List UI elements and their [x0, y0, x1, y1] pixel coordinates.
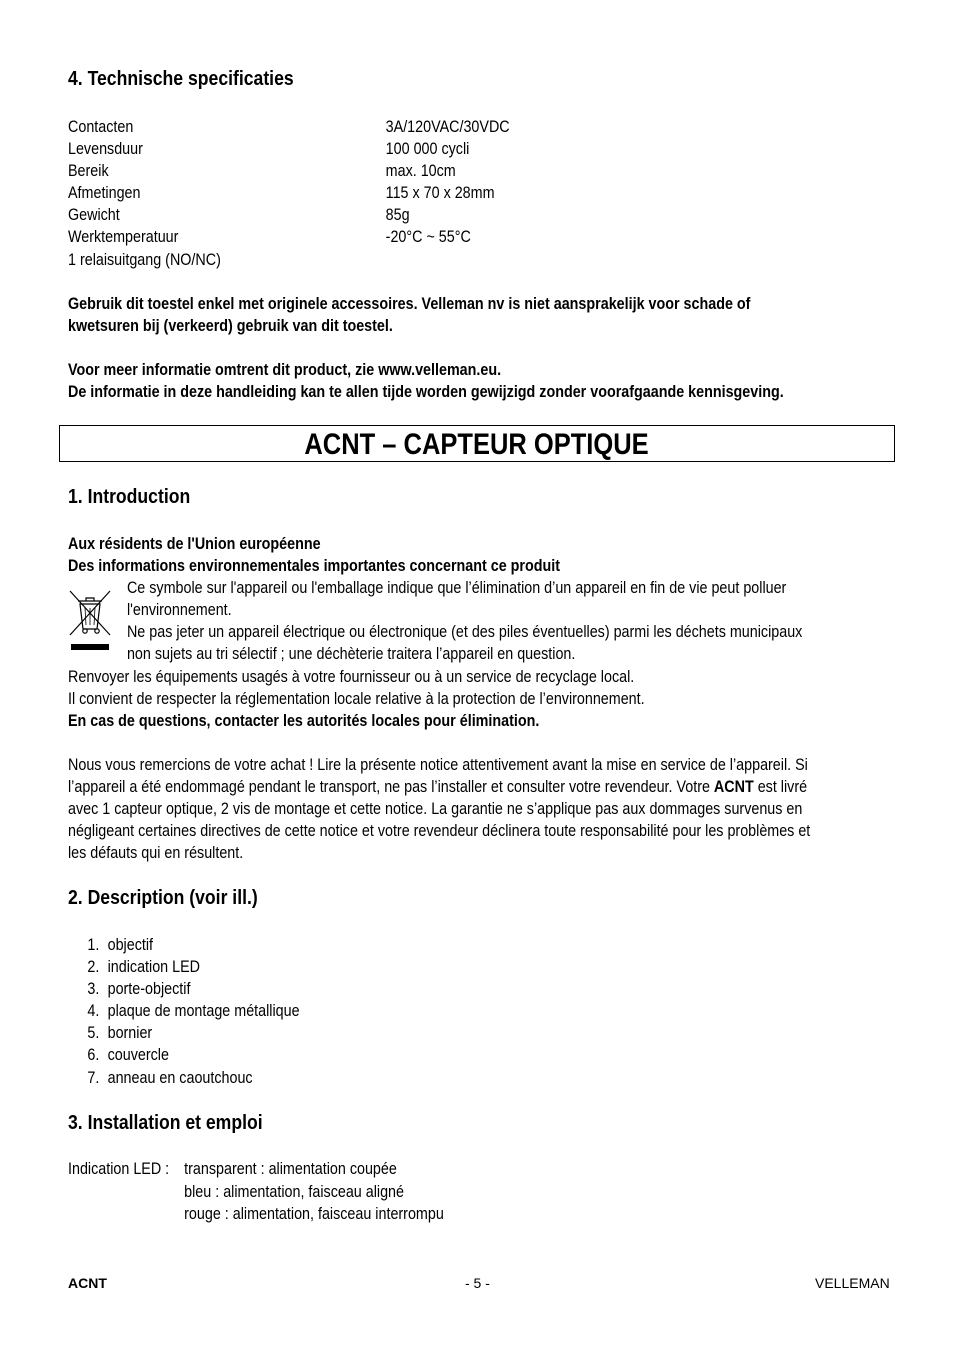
footer-brand: VELLEMAN [815, 1275, 890, 1291]
list-text: indication LED [107, 958, 200, 976]
spec-label: Levensduur [68, 140, 143, 158]
list-number: 5. [87, 1024, 100, 1042]
info-text: Voor meer informatie omtrent dit product, zie www.velleman.eu. [68, 361, 502, 379]
thanks-paragraph [68, 776, 807, 798]
spec-row [68, 204, 410, 226]
weee-text: Ne pas jeter un appareil électrique ou électronique (et des piles éventuelles) parmi les déchets municipaux [126, 623, 803, 641]
list-text: couvercle [107, 1046, 169, 1064]
spec-row [68, 249, 221, 271]
spec-value: 3A/120VAC/30VDC [385, 118, 510, 136]
footer-page-number: - 5 - [465, 1275, 490, 1291]
contact-authorities-text: En cas de questions, contacter les autorités locales pour élimination. [68, 712, 540, 730]
list-text: porte-objectif [107, 980, 191, 998]
recycling-text: Renvoyer les équipements usagés à votre fournisseur ou à un service de recyclage local. [68, 668, 635, 686]
spec-label: Bereik [68, 162, 109, 180]
list-text: objectif [107, 936, 154, 954]
spec-value: 115 x 70 x 28mm [385, 184, 495, 202]
spec-row [68, 160, 456, 182]
list-text: plaque de montage métallique [107, 1002, 300, 1020]
section-heading-specs: 4. Technische specificaties [68, 68, 294, 90]
eu-residents-heading: Aux résidents de l'Union européenne [68, 535, 321, 553]
warning-text: kwetsuren bij (verkeerd) gebruik van dit toestel. [68, 317, 393, 335]
spec-row [68, 226, 471, 248]
spec-value: 85g [385, 206, 410, 224]
list-number: 7. [87, 1069, 100, 1087]
footer-product-code: ACNT [68, 1275, 107, 1291]
list-number: 4. [87, 1002, 100, 1020]
thanks-paragraph: les défauts qui en résultent. [68, 844, 244, 862]
led-state: transparent : alimentation coupée [184, 1160, 397, 1178]
thanks-paragraph: négligeant certaines directives de cette notice et votre revendeur déclinera toute responsabilité pour les problèmes et [68, 822, 811, 840]
list-number: 2. [87, 958, 100, 976]
product-code: ACNT [713, 778, 754, 796]
thanks-paragraph: Nous vous remercions de votre achat ! Lire la présente notice attentivement avant la mise en service de l’appareil. Si [68, 756, 808, 774]
spec-value: 100 000 cycli [385, 140, 470, 158]
list-text: anneau en caoutchouc [107, 1069, 253, 1087]
spec-row [68, 138, 470, 160]
spec-label: Contacten [68, 118, 134, 136]
product-title-box [59, 425, 895, 462]
warning-text: Gebruik dit toestel enkel met originele accessoires. Velleman nv is niet aansprakelijk voor schade of [68, 295, 751, 313]
thanks-text: est livré [753, 778, 808, 796]
list-number: 1. [87, 936, 100, 954]
spec-row [68, 182, 495, 204]
weee-bin-icon [68, 587, 112, 653]
spec-label: 1 relaisuitgang (NO/NC) [68, 251, 221, 269]
section-heading-installation: 3. Installation et emploi [68, 1112, 263, 1134]
list-number: 6. [87, 1046, 100, 1064]
info-text: De informatie in deze handleiding kan te allen tijde worden gewijzigd zonder voorafgaande kennisgeving. [68, 383, 784, 401]
spec-label: Afmetingen [68, 184, 141, 202]
section-heading-introduction: 1. Introduction [68, 486, 191, 508]
weee-text: l'environnement. [126, 601, 232, 619]
spec-label: Gewicht [68, 206, 120, 224]
recycling-text: Il convient de respecter la réglementation locale relative à la protection de l’environnement. [68, 690, 645, 708]
list-text: bornier [107, 1024, 153, 1042]
thanks-text: l’appareil a été endommagé pendant le transport, ne pas l’installer et consulter votre revendeur. Votre [68, 778, 714, 796]
list-number: 3. [87, 980, 100, 998]
crossed-bin-icon [68, 587, 112, 653]
weee-text: non sujets au tri sélectif ; une déchèterie traitera l’appareil en question. [126, 645, 576, 663]
led-label: Indication LED : [68, 1160, 170, 1178]
thanks-paragraph: avec 1 capteur optique, 2 vis de montage et cette notice. La garantie ne s’applique pas aux dommages survenus en [68, 800, 803, 818]
spec-label: Werktemperatuur [68, 228, 179, 246]
spec-value: -20°C ~ 55°C [385, 228, 471, 246]
section-heading-description: 2. Description (voir ill.) [68, 887, 258, 909]
led-state: rouge : alimentation, faisceau interrompu [184, 1205, 444, 1223]
spec-row [68, 116, 510, 138]
product-title: ACNT – CAPTEUR OPTIQUE [304, 428, 650, 461]
spec-value: max. 10cm [385, 162, 456, 180]
led-state: bleu : alimentation, faisceau aligné [184, 1183, 404, 1201]
weee-text: Ce symbole sur l'appareil ou l'emballage indique que l’élimination d’un appareil en fin de vie peut polluer [126, 579, 787, 597]
environment-info-heading: Des informations environnementales importantes concernant ce produit [68, 557, 561, 575]
